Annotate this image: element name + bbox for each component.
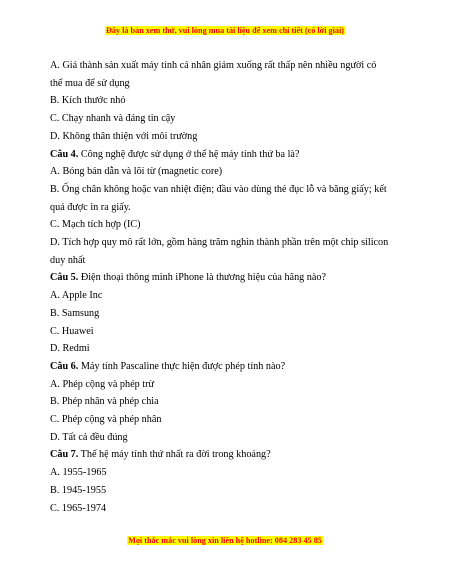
question-number: Câu 5. bbox=[50, 272, 79, 284]
hotline-footer-banner bbox=[0, 536, 450, 546]
preview-notice-text: Đây là bản xem thử, vui lòng mua tài liệu để xem chi tiết (có lời giải) bbox=[105, 26, 344, 35]
question-line bbox=[50, 269, 400, 287]
question-text: Thế hệ máy tính thứ nhất ra đời trong khoảng? bbox=[78, 449, 271, 461]
question-line bbox=[50, 146, 400, 164]
answer-option-line: A. Giá thành sản xuất máy tính cá nhân giảm xuống rất thấp nên nhiều người có bbox=[50, 60, 377, 71]
answer-option-line: duy nhất bbox=[50, 254, 86, 266]
answer-option-line: quả được in ra giấy. bbox=[50, 201, 131, 213]
answer-option-line: C. Chạy nhanh và đáng tin cậy bbox=[50, 113, 176, 125]
question-number: Câu 4. bbox=[50, 148, 79, 160]
preview-notice-banner bbox=[0, 26, 450, 36]
answer-option-line: D. Tất cả đều đúng bbox=[50, 431, 128, 443]
question-text: Máy tính Pascaline thực hiện được phép tính nào? bbox=[78, 360, 286, 372]
document-body bbox=[50, 57, 400, 517]
question-text: Công nghệ được sử dụng ở thế hệ máy tính thứ ba là? bbox=[78, 148, 300, 160]
answer-option-line: C. 1965-1974 bbox=[50, 502, 107, 514]
answer-option-line: B. 1945-1955 bbox=[50, 484, 107, 496]
answer-option-line: A. 1955-1965 bbox=[50, 467, 107, 479]
question-number: Câu 7. bbox=[50, 449, 79, 461]
answer-option-line: B. Phép nhân và phép chia bbox=[50, 396, 159, 408]
answer-option-line: B. Kích thước nhỏ bbox=[50, 95, 126, 107]
answer-option-line: C. Phép cộng và phép nhân bbox=[50, 414, 162, 426]
question-line bbox=[50, 446, 400, 464]
answer-option-line: C. Mạch tích hợp (IC) bbox=[50, 219, 141, 231]
answer-option-line: A. Phép cộng và phép trừ bbox=[50, 378, 154, 390]
answer-option-line: B. Samsung bbox=[50, 307, 100, 319]
answer-option-line: thể mua để sử dụng bbox=[50, 77, 130, 89]
answer-option-line: B. Ống chân không hoặc van nhiệt điện; đầu vào dùng thẻ đục lỗ và băng giấy; kết bbox=[50, 183, 387, 195]
question-text: Điện thoại thông minh iPhone là thương hiệu của hãng nào? bbox=[78, 272, 327, 284]
question-line bbox=[50, 358, 400, 376]
answer-option-line: A. Apple Inc bbox=[50, 290, 103, 302]
answer-option-line: D. Tích hợp quy mô rất lớn, gồm hàng trăm nghìn thành phần trên một chip silicon bbox=[50, 237, 389, 249]
hotline-footer-text: Mọi thắc mắc vui lòng xin liên hệ hotline: 084 283 45 85 bbox=[128, 536, 322, 545]
question-number: Câu 6. bbox=[50, 360, 79, 372]
answer-option-line: A. Bóng bán dẫn và lõi từ (magnetic core) bbox=[50, 166, 223, 178]
answer-option-line: D. Không thân thiện với môi trường bbox=[50, 130, 198, 142]
answer-option-line: D. Redmi bbox=[50, 343, 90, 355]
answer-option-line: C. Huawei bbox=[50, 325, 94, 337]
